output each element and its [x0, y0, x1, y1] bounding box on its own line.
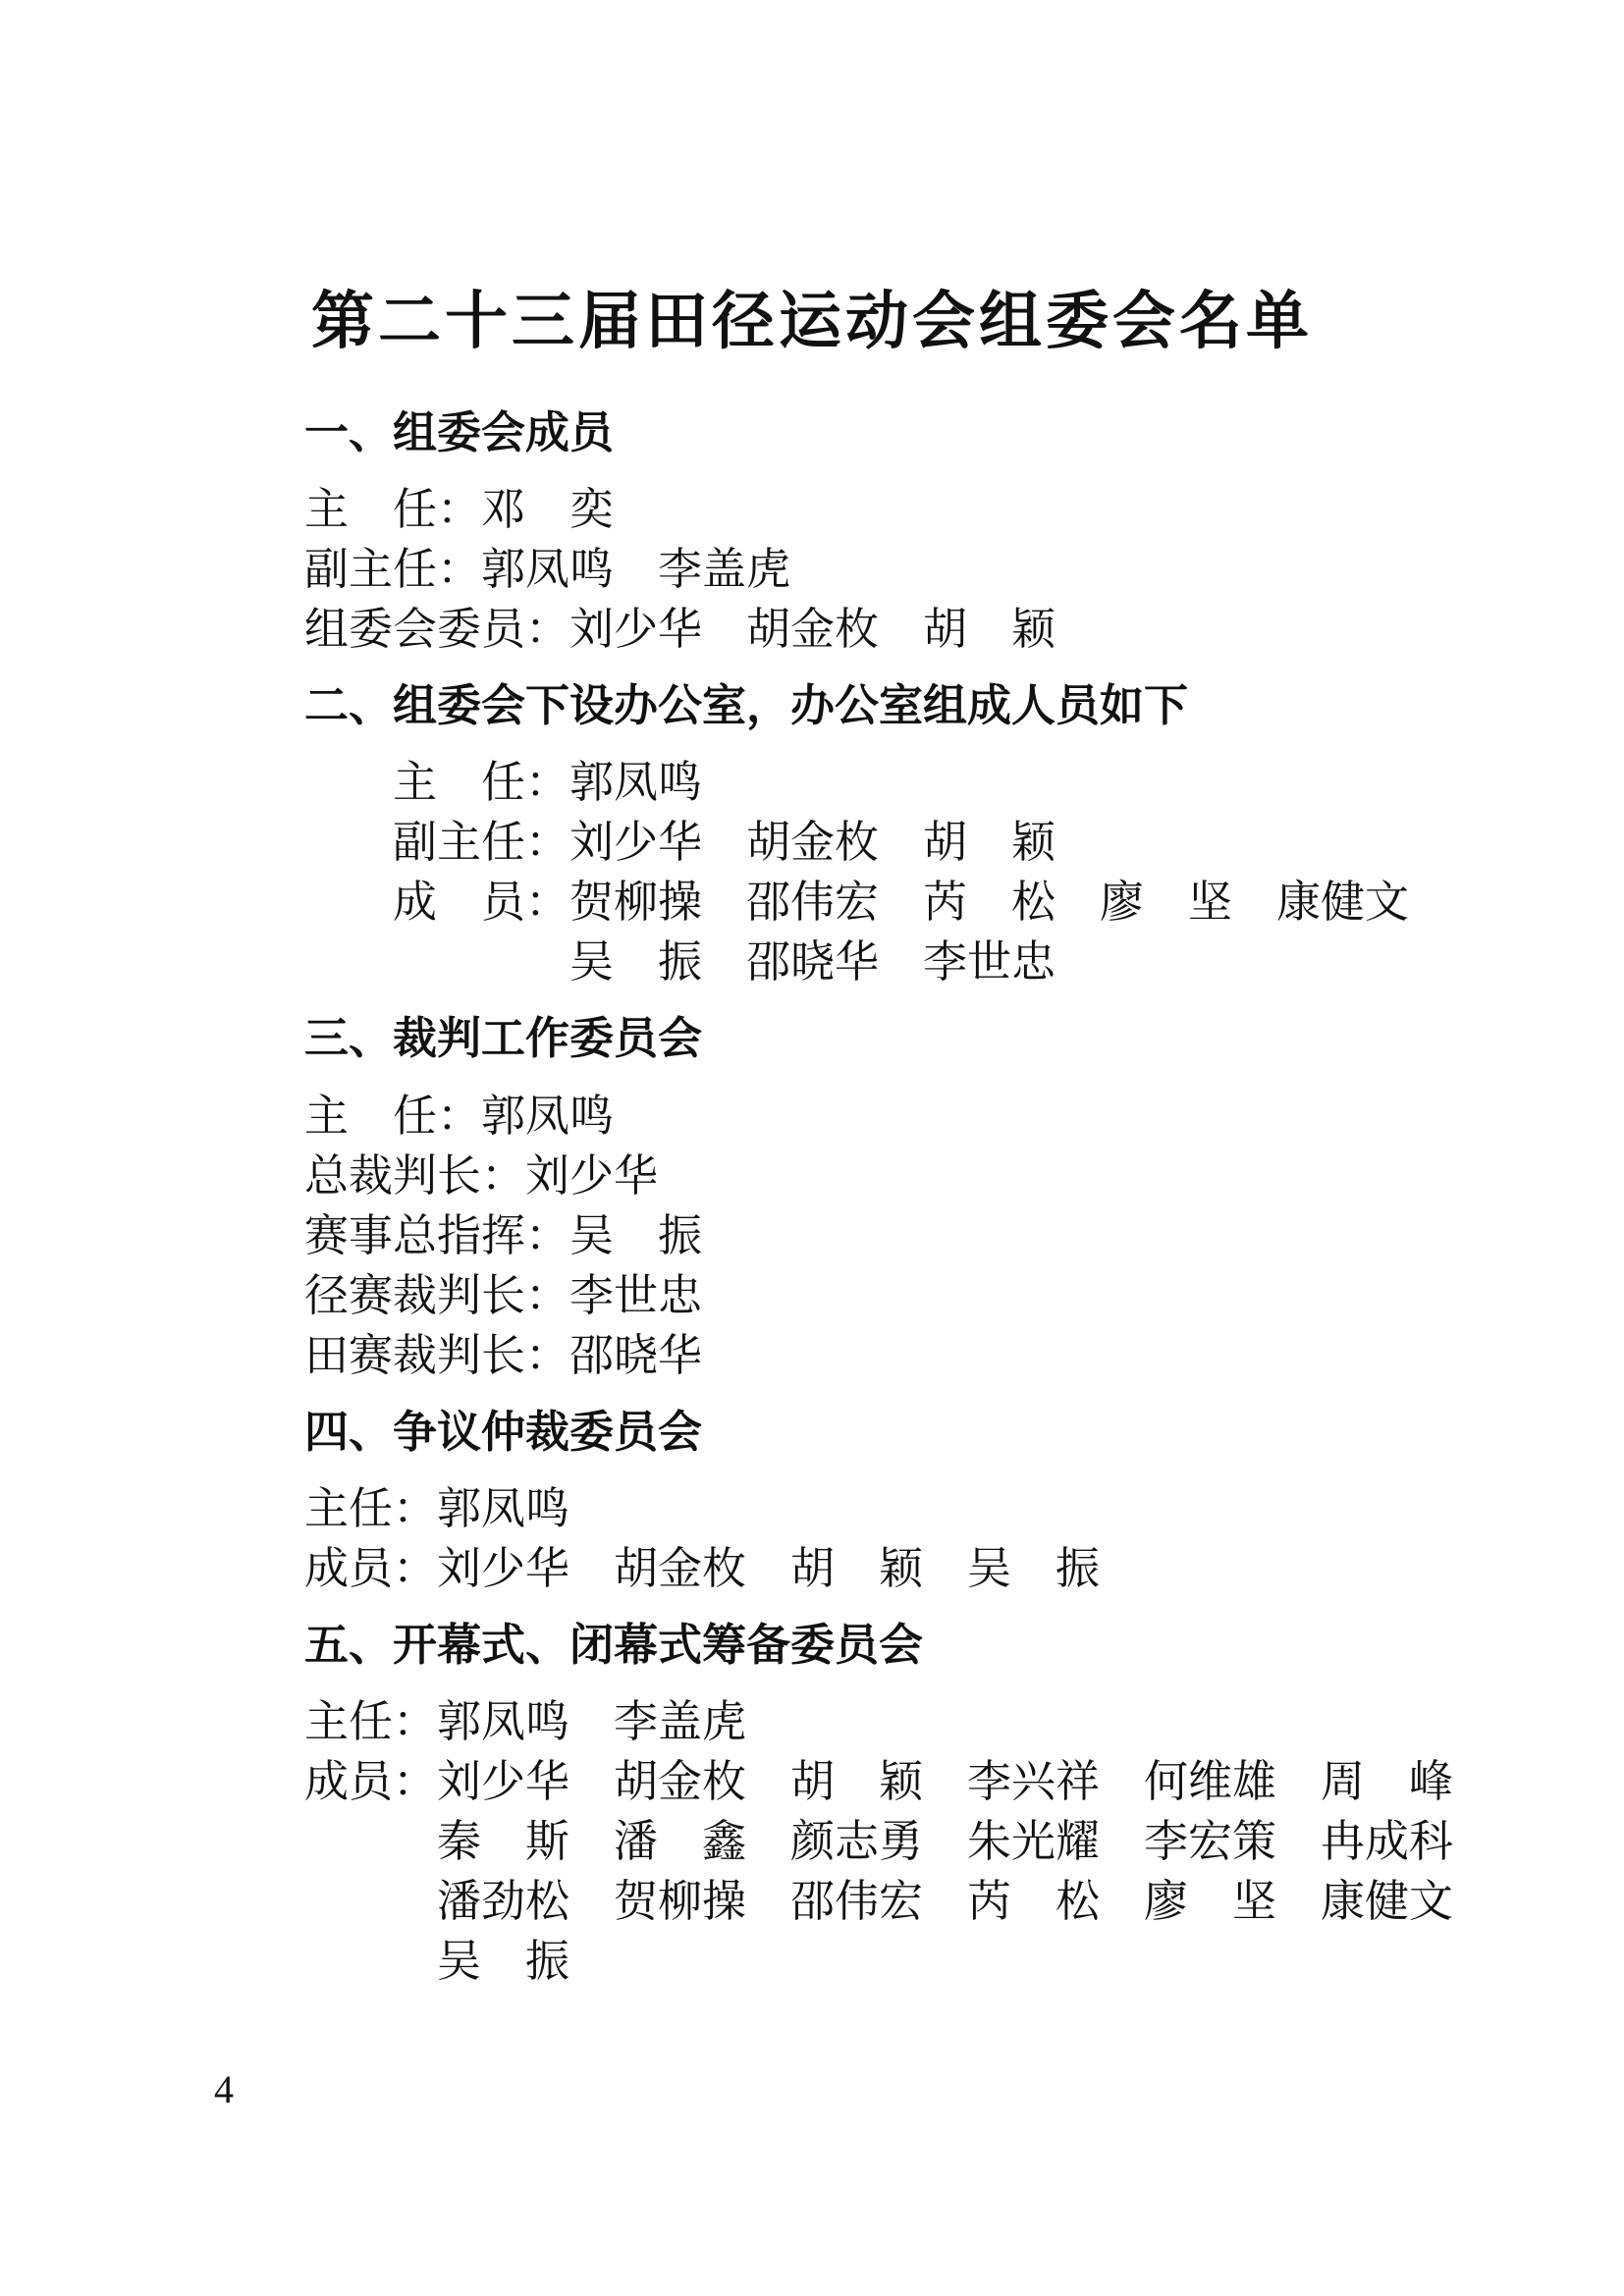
section-heading-3: 三、裁判工作委员会 — [304, 1012, 703, 1064]
document-title: 第二十三届田径运动会组委会名单 — [311, 285, 1313, 358]
list-item: 潘劲松 贺柳操 邵伟宏 芮 松 廖 坚 康健文 — [437, 1875, 1454, 1927]
list-item: 总裁判长：刘少华 — [304, 1149, 659, 1201]
list-item: 成 员：贺柳操 邵伟宏 芮 松 廖 坚 康健文 — [393, 876, 1410, 928]
list-item: 主 任：郭凤鸣 — [304, 1090, 615, 1142]
list-item: 成员：刘少华 胡金枚 胡 颖 吴 振 — [304, 1542, 1101, 1594]
section-heading-2: 二、组委会下设办公室，办公室组成人员如下 — [304, 679, 1189, 731]
page-number: 4 — [214, 2067, 234, 2111]
list-item: 秦 斯 潘 鑫 颜志勇 朱光耀 李宏策 冉成科 — [437, 1815, 1454, 1867]
list-item: 田赛裁判长：邵晓华 — [304, 1329, 703, 1381]
list-item: 主任：郭凤鸣 — [304, 1482, 570, 1534]
section-heading-4: 四、争议仲裁委员会 — [304, 1406, 703, 1458]
list-item: 副主任：郭凤鸣 李盖虎 — [304, 543, 791, 595]
list-item: 副主任：刘少华 胡金枚 胡 颖 — [393, 816, 1056, 868]
list-item: 径赛裁判长：李世忠 — [304, 1269, 703, 1321]
list-item: 吴 振 邵晓华 李世忠 — [569, 935, 1056, 988]
list-item: 组委会委员：刘少华 胡金枚 胡 颖 — [304, 603, 1056, 655]
list-item: 成员：刘少华 胡金枚 胡 颖 李兴祥 何维雄 周 峰 — [304, 1755, 1454, 1807]
list-item: 主 任：郭凤鸣 — [393, 756, 703, 808]
section-heading-1: 一、组委会成员 — [304, 406, 615, 458]
list-item: 吴 振 — [437, 1935, 570, 1987]
list-item: 赛事总指挥：吴 振 — [304, 1209, 703, 1261]
section-heading-5: 五、开幕式、闭幕式筹备委员会 — [304, 1619, 924, 1671]
list-item: 主任：郭凤鸣 李盖虎 — [304, 1695, 747, 1747]
list-item: 主 任：邓 奕 — [304, 483, 615, 535]
